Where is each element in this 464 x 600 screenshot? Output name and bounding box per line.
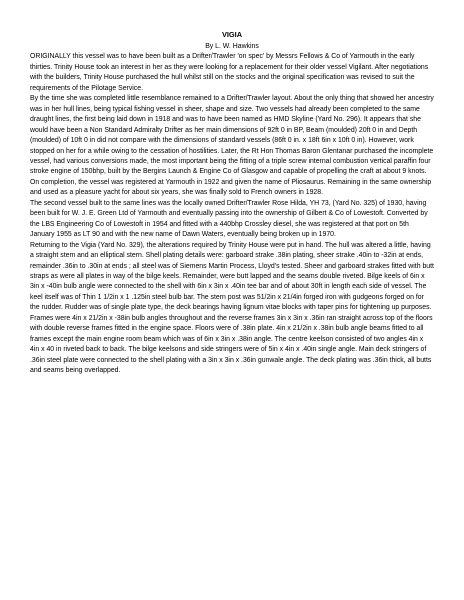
document-title: VIGIA <box>221 30 243 39</box>
paragraph-3: The second vessel built to the same lines was the locally owned Drifter/Trawler Rose Hilda, YH 73, (Yard No. 325) of 1930, having been built for W. J. E. Green Ltd of Yarmouth and eventually passing into the ownership of Gilbert & Co of Lowestoft. Converted by the LBS Engineering Co of Lowestoft in 1954 and fitted with a 440bhp Crossley diesel, she was registered at that port on 5th January 1955 as LT 90 and with the new name of Dawn Waters, eventually being broken up in 1970. <box>30 199 428 239</box>
paragraph-1: ORIGINALLY this vessel was to have been built as a Drifter/Trawler 'on spec' by Messrs Fellows & Co of Yarmouth in the early thirties. Trinity House took an interest in her as they were looking for a replacement for their older vessel Vigilant. After negotiations with the builders, Trinity House purchased the hull whilst still on the stocks and the original specification was revised to suit the requirements of the Pilotage Service. <box>30 53 429 92</box>
paragraph-2: By the time she was completed little resemblance remained to a Drifter/Trawler layout. About the only thing that showed her ancestry was in her hull lines, being typical fishing vessel in sheer, shape and size. Two vessels had already been completed to the same draught lines, the first being laid down in 1918 and was to have been named as HMD Skyline (Yard No. 296). It appears that she would have been a Non Standard Admiralty Drifter as her main dimensions of 92ft 0 in BP, Beam (moulded) 20ft 0 in and Depth (moulded) of 10ft 0 in did not compare with the dimensions of standard vessels (86ft 0 in. x 18ft 6in x 10ft 0 in). However, work stopped on her for a while owing to the cessation of hostilities. Later, the Rt Hon Thomas Baron Glentanar purchased the incomplete vessel, had various conversions made, the most important being the fitting of a triple screw internal combustion vertical paraffin four stroke engine of 150bhp, built by the Bergins Launch & Engine Co of Glasgow and capable of propelling the craft at about 9 knots. On completion, the vessel was registered at Yarmouth in 1922 and given the name of Pliosaurus. Remaining in the same ownership and used as a pleasure yacht for about six years, she was finally sold to French owners in 1928. <box>30 95 434 197</box>
paragraph-5: Frames were 4in x 21/2in x -38in bulb angles throughout and the reverse frames 3in x 3in x .36in ran straight across top of the floors with double reverse frames fitted in the engine space. Floors were of .38in plate. 4in x 21/2in x .38in bulb angle beams fitted to all frames except the main engine room beam which was of 6in x 3in x .38in angle. The centre keelson consisted of two angles 4in x 4in x 40 in riveted back to back. The bilge keelsons and side stringers were of 5in x 4in x .40in single angle. Main deck stringers of .36in steel plate were connected to the shell plating with a 3in x 3in x .36in gunwale angle. The deck plating was .36in thick, all butts and seams being overlapped. <box>30 314 433 375</box>
paragraph-4: Returning to the Vigia (Yard No. 329), the alterations required by Trinity House were put in hand. The hull was altered a little, having a straight stem and an elliptical stern. Shell plating details were: garboard strake .38in plating, sheer strake .40in to -32in at ends, remainder .36in to .30in at ends ; all steel was of Siemens Martin Process, Lloyd’s tested. Sheer and garboard strakes fitted with butt straps as were all plates in way of the bilge keels. Remainder, were butt lapped and the seams double riveted. Bilge keels of 6in x 3in x -40in bulb angle were connected to the shell with 6in x 3in x .40in tee bar and of about 30ft in length each side of vessel. The keel itself was of Thin 1 1/2in x 1 .125in steel bulb bar. The stern post was 51/2in x 21/4in forged iron with gudgeons forged on for the rudder. Rudder was of single plate type, the deck bearings having lignum vitae blocks with taper pins for tightening up purposes. <box>30 241 434 312</box>
document-author: By L. W. Hawkins <box>205 43 259 50</box>
document-page <box>30 30 434 377</box>
